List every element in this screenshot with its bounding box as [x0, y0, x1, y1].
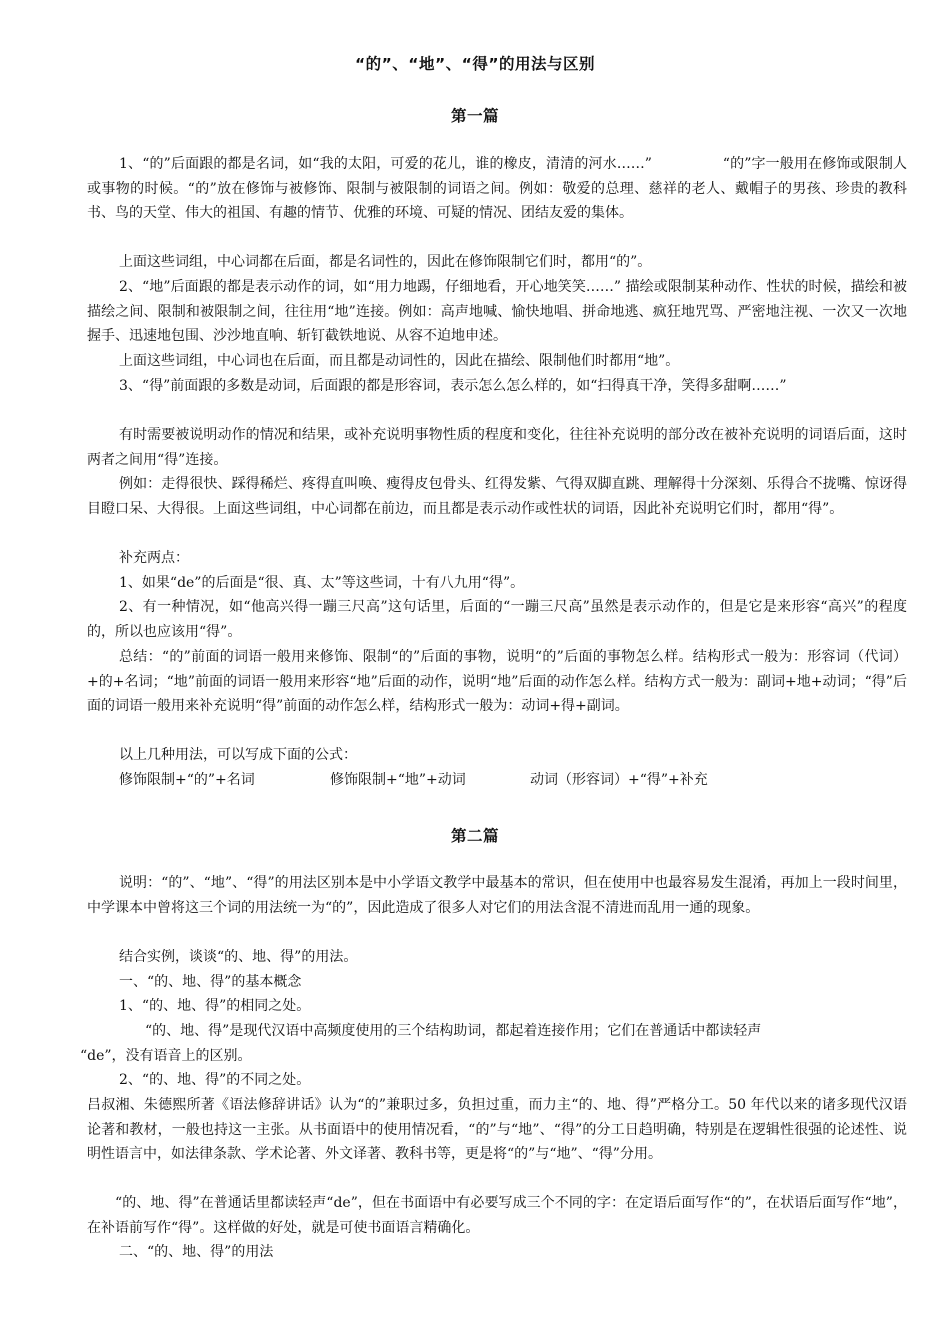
subheading-usage: 二、“的、地、得”的用法: [119, 1244, 274, 1260]
subheading-basic-concept: 一、“的、地、得”的基本概念: [119, 974, 302, 990]
paragraph-supplement-2: 2、有一种情况，如“他高兴得一蹦三尺高”这句话里，后面的“一蹦三尺高”虽然是表示动作的，但是它是来形容“高兴”的程度的，所以也应该用“得”。: [87, 599, 907, 640]
paragraph-supplement-heading: 补充两点：: [119, 550, 189, 566]
paragraph-de-summary: 上面这些词组，中心词都在后面，都是名词性的，因此在修饰限制它们时，都用“的”。: [119, 254, 652, 270]
paragraph-de-usage: 1、“的”后面跟的都是名词，如“我的太阳，可爱的花儿，谁的橡皮，清清的河水……” “的”字一般用在修饰或限制人或事物的时候。“的”放在修饰与被修饰、限制与被限制的词语之间。例如：敬爱的总理、慈祥的老人、戴帽子的男孩、珍贵的教科书、鸟的天堂、伟大的祖国、有趣的情节、优雅的环境、可疑的情况、团结友爱的集体。: [87, 156, 907, 222]
paragraph-similarities-line1: “的、地、得”是现代汉语中高频度使用的三个结构助词，都起着连接作用；它们在普通话中都读轻声: [145, 1023, 762, 1039]
document-title: “的”、“地”、“得”的用法与区别: [354, 55, 596, 73]
subheading-differences: 2、“的、地、得”的不同之处。: [119, 1072, 311, 1088]
paragraph-conclusion: 总结：“的”前面的词语一般用来修饰、限制“的”后面的事物，说明“的”后面的事物怎么样。结构形式一般为：形容词（代词）+的+名词；“地”前面的词语一般用来形容“地”后面的动作，说明“地”后面的动作怎么样。结构方式一般为：副词+地+动词；“得”后面的词语一般用来补充说明“得”前面的动作怎么样，结构形式一般为：动词+得+副词。: [87, 649, 907, 715]
paragraph-differences: 吕叔湘、朱德熙所著《语法修辞讲话》认为“的”兼职过多，负担过重，而力主“的、地、得”严格分工。50 年代以来的诸多现代汉语论著和教材，一般也持这一主张。从书面语中的使用情况看，“的”与“地”、“得”的分工日趋明确，特别是在逻辑性很强的论述性、说明性语言中，如法律条款、学术论著、外文译著、教科书等，更是将“的”与“地”、“得”分用。: [87, 1097, 907, 1163]
paragraph-di-summary: 上面这些词组，中心词也在后面，而且都是动词性的，因此在描绘、限制他们时都用“地”。: [119, 353, 680, 369]
section-heading-part2: 第二篇: [450, 827, 499, 845]
paragraph-dei-usage: 3、“得”前面跟的多数是动词，后面跟的都是形容词，表示怎么怎么样的，如“扫得真干净，笑得多甜啊……”: [119, 378, 787, 394]
formula-de: 修饰限制+“的”+名词: [119, 772, 255, 788]
formula-dei: 动词（形容词）+“得”+补充: [530, 772, 708, 788]
subheading-similarities: 1、“的、地、得”的相同之处。: [119, 998, 311, 1014]
paragraph-examples-intro: 结合实例，谈谈“的、地、得”的用法。: [119, 949, 358, 965]
formula-di: 修饰限制+“地”+动词: [330, 772, 466, 788]
paragraph-di-usage: 2、“地”后面跟的都是表示动作的词，如“用力地踢，仔细地看，开心地笑笑……” 描绘或限制某种动作、性状的时候，描绘和被描绘之间、限制和被限制之间，往往用“地”连接。例如：高声地喊、愉快地唱、拼命地逃、疯狂地咒骂、严密地注视、一次又一次地握手、迅速地包围、沙沙地直响、斩钉截铁地说、从容不迫地申述。: [87, 279, 907, 345]
paragraph-explanation: 说明：“的”、“地”、“得”的用法区别本是中小学语文教学中最基本的常识，但在使用中也最容易发生混淆，再加上一段时间里，中学课本中曾将这三个词的用法统一为“的”，因此造成了很多人对它们的用法含混不清进而乱用一通的现象。: [87, 875, 907, 916]
paragraph-formula-intro: 以上几种用法，可以写成下面的公式：: [119, 747, 357, 763]
section-heading-part1: 第一篇: [450, 107, 499, 125]
paragraph-dei-explanation: 有时需要被说明动作的情况和结果，或补充说明事物性质的程度和变化，往往补充说明的部分改在被补充说明的词语后面，这时两者之间用“得”连接。: [87, 427, 907, 468]
paragraph-dei-examples: 例如：走得很快、踩得稀烂、疼得直叫唤、瘦得皮包骨头、红得发紫、气得双脚直跳、理解得十分深刻、乐得合不拢嘴、惊讶得目瞪口呆、大得很。上面这些词组，中心词都在前边，而且都是表示动作或性状的词语，因此补充说明它们时，都用“得”。: [87, 476, 907, 517]
paragraph-pronunciation: “的、地、得”在普通话里都读轻声“de”，但在书面语中有必要写成三个不同的字：在定语后面写作“的”，在状语后面写作“地”，在补语前写作“得”。这样做的好处，就是可使书面语言精确化。: [87, 1195, 907, 1236]
paragraph-supplement-1: 1、如果“de”的后面是“很、真、太”等这些词，十有八九用“得”。: [119, 575, 525, 591]
paragraph-similarities-line2: “de”，没有语音上的区别。: [80, 1048, 252, 1064]
